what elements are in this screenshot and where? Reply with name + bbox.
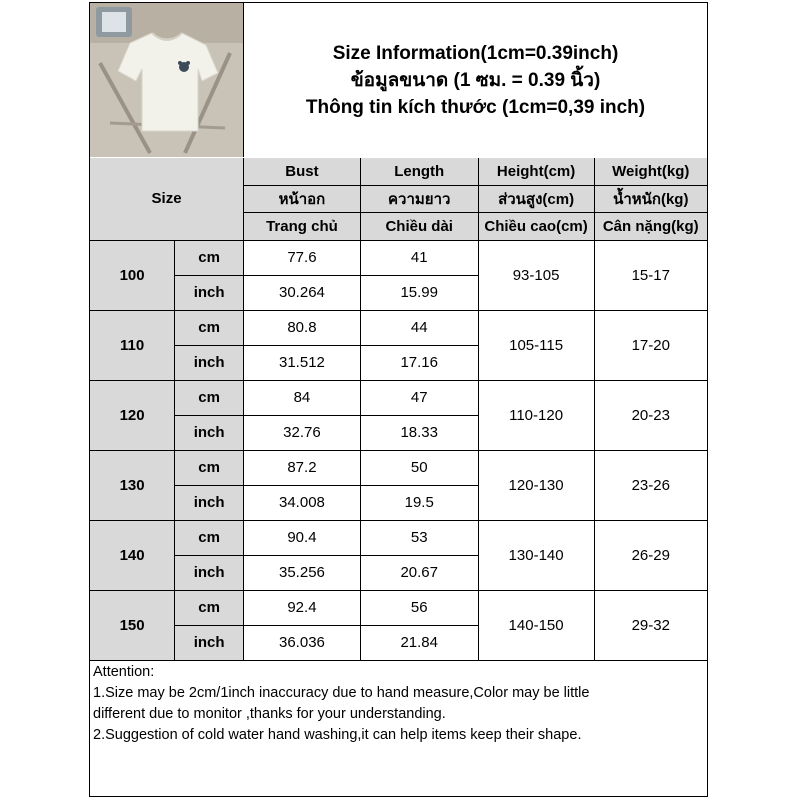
unit-cm: cm	[175, 380, 244, 415]
size-row-cm	[90, 310, 707, 345]
bust-inch: 34.008	[244, 485, 361, 520]
length-inch: 17.16	[360, 345, 478, 380]
weight-range: 15-17	[594, 240, 707, 310]
col-bust-en: Bust	[244, 158, 361, 185]
note-1-line-2: different due to monitor ,thanks for your understanding.	[93, 706, 446, 722]
unit-inch: inch	[175, 415, 244, 450]
note-2: 2.Suggestion of cold water hand washing,it can help items keep their shape.	[93, 727, 582, 743]
bust-cm: 90.4	[244, 520, 361, 555]
col-weight-en: Weight(kg)	[594, 158, 707, 185]
bust-cm: 84	[244, 380, 361, 415]
attention-heading: Attention:	[93, 664, 155, 680]
col-length-en: Length	[360, 158, 478, 185]
note-1-line-1: 1.Size may be 2cm/1inch inaccuracy due to hand measure,Color may be little	[93, 685, 590, 701]
col-height-th: ส่วนสูง(cm)	[478, 185, 594, 212]
bust-inch: 30.264	[244, 275, 361, 310]
title-english: Size Information(1cm=0.39inch)	[332, 42, 619, 64]
bust-inch: 36.036	[244, 625, 361, 660]
size-value: 110	[90, 310, 175, 380]
length-cm: 53	[360, 520, 478, 555]
length-cm: 41	[360, 240, 478, 275]
length-cm: 56	[360, 590, 478, 625]
size-row-cm	[90, 450, 707, 485]
unit-inch: inch	[175, 345, 244, 380]
unit-cm: cm	[175, 520, 244, 555]
unit-cm: cm	[175, 240, 244, 275]
title-vietnamese: Thông tin kích thước (1cm=0,39 inch)	[305, 96, 646, 118]
length-inch: 18.33	[360, 415, 478, 450]
length-cm: 50	[360, 450, 478, 485]
length-cm: 44	[360, 310, 478, 345]
weight-range: 17-20	[594, 310, 707, 380]
bust-inch: 31.512	[244, 345, 361, 380]
weight-range: 20-23	[594, 380, 707, 450]
bust-cm: 92.4	[244, 590, 361, 625]
bust-inch: 32.76	[244, 415, 361, 450]
length-inch: 15.99	[360, 275, 478, 310]
bust-cm: 80.8	[244, 310, 361, 345]
weight-range: 26-29	[594, 520, 707, 590]
bust-cm: 77.6	[244, 240, 361, 275]
col-height-en: Height(cm)	[478, 158, 594, 185]
size-value: 130	[90, 450, 175, 520]
height-range: 110-120	[478, 380, 594, 450]
height-range: 130-140	[478, 520, 594, 590]
title-block	[244, 3, 707, 157]
unit-cm: cm	[175, 450, 244, 485]
attention-notes	[93, 662, 703, 746]
height-range: 105-115	[478, 310, 594, 380]
weight-range: 23-26	[594, 450, 707, 520]
size-value: 140	[90, 520, 175, 590]
size-value: 100	[90, 240, 175, 310]
size-value: 120	[90, 380, 175, 450]
bust-inch: 35.256	[244, 555, 361, 590]
col-length-vi: Chiều dài	[360, 212, 478, 240]
length-inch: 21.84	[360, 625, 478, 660]
length-cm: 47	[360, 380, 478, 415]
size-header: Size	[90, 158, 244, 240]
height-range: 140-150	[478, 590, 594, 660]
unit-inch: inch	[175, 275, 244, 310]
col-weight-th: น้ำหนัก(kg)	[594, 185, 707, 212]
tshirt-image	[90, 3, 243, 157]
title-thai: ข้อมูลขนาด (1 ซม. = 0.39 นิ้ว)	[350, 69, 601, 91]
unit-inch: inch	[175, 485, 244, 520]
size-chart	[89, 2, 708, 797]
size-table	[90, 158, 707, 661]
unit-cm: cm	[175, 310, 244, 345]
size-row-cm	[90, 240, 707, 275]
col-bust-th: หน้าอก	[244, 185, 361, 212]
chart-header	[90, 3, 707, 159]
length-inch: 19.5	[360, 485, 478, 520]
height-range: 120-130	[478, 450, 594, 520]
unit-inch: inch	[175, 625, 244, 660]
length-inch: 20.67	[360, 555, 478, 590]
size-row-cm	[90, 520, 707, 555]
size-row-cm	[90, 380, 707, 415]
product-photo	[90, 3, 244, 157]
size-value: 150	[90, 590, 175, 660]
unit-cm: cm	[175, 590, 244, 625]
col-length-th: ความยาว	[360, 185, 478, 212]
bust-cm: 87.2	[244, 450, 361, 485]
col-height-vi: Chiều cao(cm)	[478, 212, 594, 240]
col-weight-vi: Cân nặng(kg)	[594, 212, 707, 240]
col-bust-vi: Trang chủ	[244, 212, 361, 240]
weight-range: 29-32	[594, 590, 707, 660]
height-range: 93-105	[478, 240, 594, 310]
size-row-cm	[90, 590, 707, 625]
unit-inch: inch	[175, 555, 244, 590]
